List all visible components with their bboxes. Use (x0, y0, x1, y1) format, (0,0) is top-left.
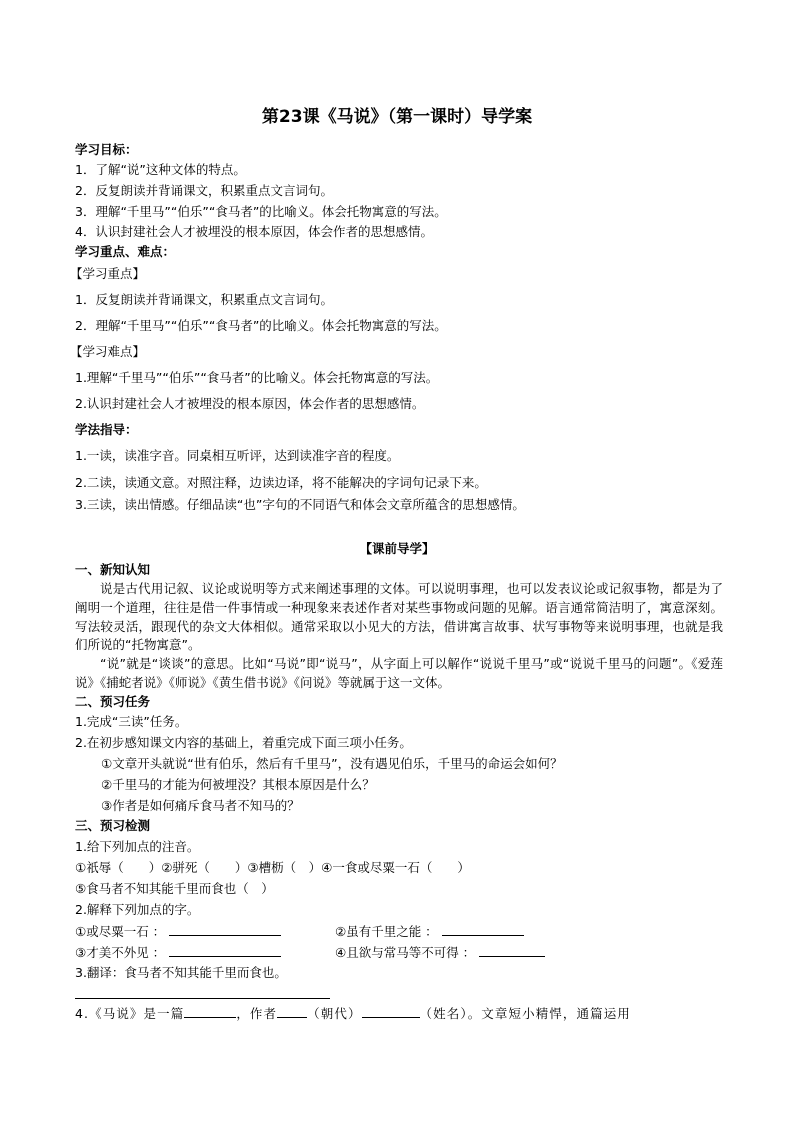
task-item: ①文章开头就说“世有伯乐，然后有千里马”，没有遇见伯乐，千里马的命运会如何？ (101, 756, 563, 771)
task-line: 2.在初步感知课文内容的基础上，着重完成下面三项小任务。 (75, 735, 412, 750)
paragraph: 说是古代用记叙、议论或说明等方式来阐述事理的文体。可以说明事理，也可以发表议论或记叙事物，都是为了阐明一个道理，往往是借一件事情或一种现象来表述作者对某些事物或问题的见解。语言通常简洁明了，寓意深刻。写法较灵活，跟现代的杂文大体相似。通常采取以小见大的方法，借讲寓言故事、状写事物等来说明事理，也就是我们所说的“托物寓意”。 (75, 581, 723, 653)
key-point-item: 2．理解“千里马”“伯乐”“食马者”的比喻义。体会托物寓意的写法。 (75, 318, 447, 333)
method-heading: 学法指导： (75, 422, 138, 437)
method-item: 2.二读，读通文意。对照注释，边读边译，将不能解决的字词句记录下来。 (75, 475, 487, 490)
question: 2.解释下列加点的字。 (75, 902, 200, 917)
definition-item (335, 943, 545, 962)
page-title: 第23课《马说》（第一课时）导学案 (261, 107, 533, 127)
focus-heading: 学习重点、难点： (75, 244, 176, 259)
question-line: ①祇辱（ ）②骈死（ ）③槽枥（ ）④一食或尽粟一石（ ） (75, 860, 470, 875)
difficulty-item: 1.理解“千里马”“伯乐”“食马者”的比喻义。体会托物寓意的写法。 (75, 370, 439, 385)
definition-label: ③才美不外见 ： (75, 945, 166, 960)
key-point-item: 1．反复朗读并背诵课文，积累重点文言词句。 (75, 292, 333, 307)
paragraph: “说”就是“谈谈”的意思。比如“马说”即“说马”，从字面上可以解作“说说千里马”或“说说千里马的问题”。《爱莲说》《捕蛇者说》《师说》《黄生借书说》《问说》等就属于这一文体。 (75, 656, 723, 690)
section-title: 三、预习检测 (75, 818, 151, 833)
objective-item: 4．认识封建社会人才被埋没的根本原因，体会作者的思想感情。 (75, 224, 433, 239)
answer-blank[interactable] (169, 922, 281, 936)
answer-blank[interactable] (184, 1004, 236, 1018)
fill-in-question: 4.《马说》是一篇 ，作者 （朝代） （姓名）。文章短小精悍，通篇运用 (75, 1006, 631, 1021)
definition-item (335, 922, 524, 941)
pre-class-heading: 【课前导学】 (359, 541, 435, 556)
definition-label: ①或尽粟一石 ： (75, 924, 166, 939)
question-line: ⑤食马者不知其能千里而食也（ ） (75, 881, 274, 896)
key-points-label: 【学习重点】 (70, 266, 146, 281)
definition-item (75, 943, 281, 962)
task-line: 1.完成“三读”任务。 (75, 714, 188, 729)
definition-label: ④且欲与常马等不可得 ： (335, 945, 476, 960)
objective-item: 1．了解“说”这种文体的特点。 (75, 162, 246, 177)
difficulty-item: 2.认识封建社会人才被埋没的根本原因，体会作者的思想感情。 (75, 396, 425, 411)
answer-blank[interactable] (479, 943, 545, 957)
objectives-heading: 学习目标： (75, 142, 138, 157)
section-title: 二、预习任务 (75, 694, 151, 709)
answer-blank[interactable] (169, 943, 281, 957)
answer-blank[interactable] (362, 1004, 420, 1018)
objective-item: 3．理解“千里马”“伯乐”“食马者”的比喻义。体会托物寓意的写法。 (75, 204, 447, 219)
difficulties-label: 【学习难点】 (70, 344, 146, 359)
answer-blank[interactable] (442, 922, 524, 936)
task-item: ③作者是如何痛斥食马者不知马的？ (101, 798, 300, 813)
definition-label: ②虽有千里之能 ： (335, 924, 438, 939)
translation-question: 3.翻译：食马者不知其能千里而食也。 (75, 965, 287, 980)
method-item: 1.一读，读准字音。同桌相互听评，达到读准字音的程度。 (75, 448, 400, 463)
section-title: 一、新知认知 (75, 562, 151, 577)
task-item: ②千里马的才能为何被埋没？其根本原因是什么？ (101, 777, 375, 792)
translation-answer-line[interactable] (75, 998, 330, 999)
objective-item: 2．反复朗读并背诵课文，积累重点文言词句。 (75, 183, 333, 198)
question: 1.给下列加点的注音。 (75, 839, 200, 854)
method-item: 3.三读，读出情感。仔细品读“也”字句的不同语气和体会文章所蕴含的思想感情。 (75, 497, 525, 512)
definition-item (75, 922, 281, 941)
answer-blank[interactable] (277, 1004, 307, 1018)
